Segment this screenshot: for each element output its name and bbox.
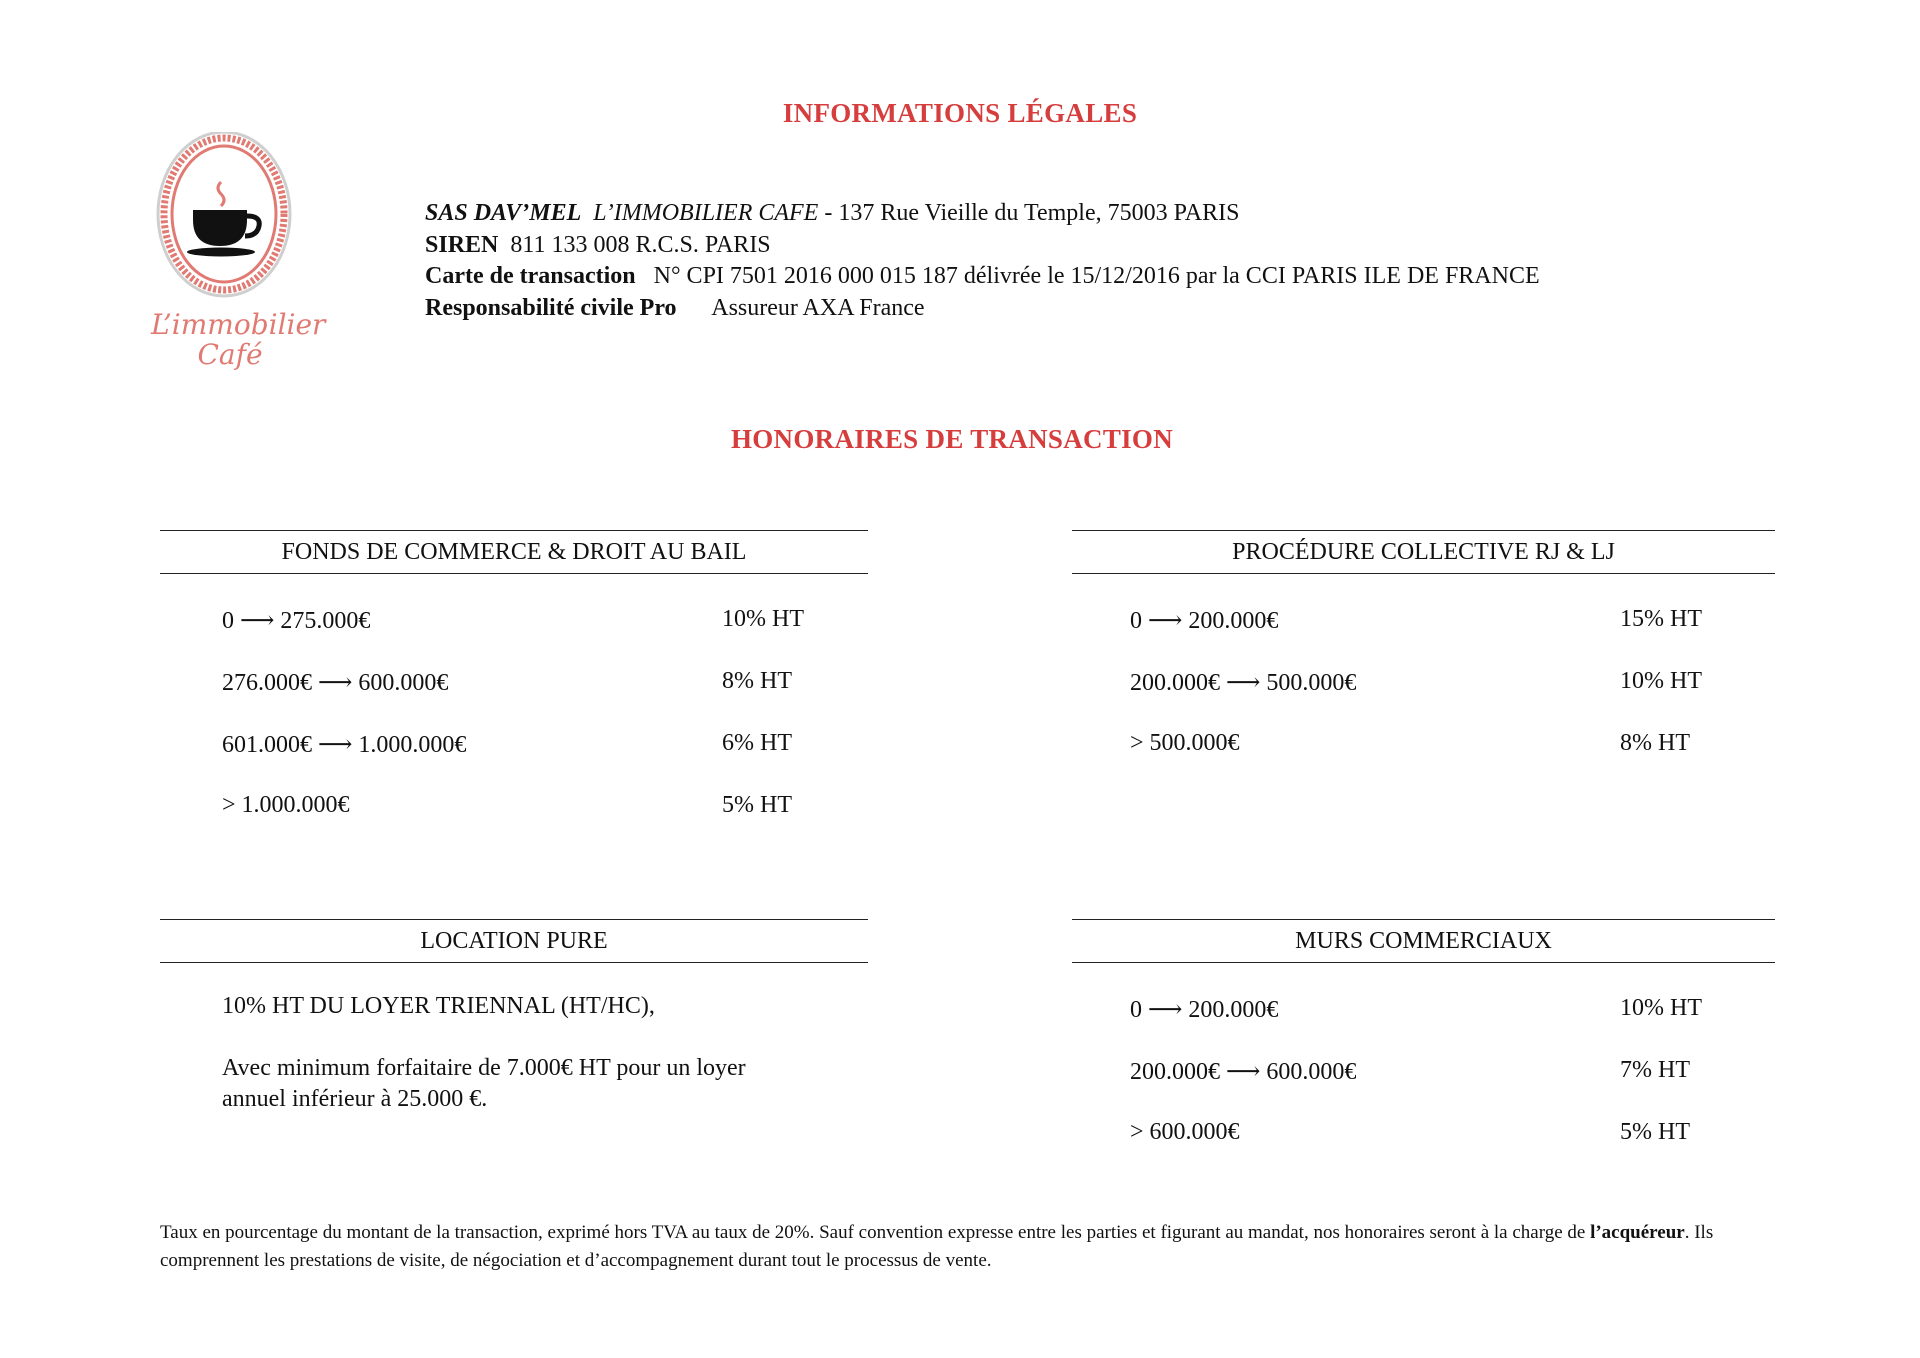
company-brand: L’IMMOBILIER CAFE (593, 200, 819, 226)
fee-range: > 600.000€ (1130, 1119, 1240, 1145)
section-fonds-de-commerce (160, 530, 868, 818)
fee-range: > 1.000.000€ (222, 792, 350, 818)
liability-value: Assureur AXA France (711, 294, 925, 321)
location-rate-text: 10% HT DU LOYER TRIENNAL (HT/HC), (222, 993, 655, 1019)
transaction-fees-title: HONORAIRES DE TRANSACTION (730, 424, 1174, 454)
footnote-payer: l’acquéreur (1590, 1222, 1685, 1243)
fee-range: 200.000€ ⟶ 600.000€ (1130, 1059, 1357, 1085)
liability-line (425, 293, 1540, 325)
section-procedure-collective (1072, 530, 1775, 756)
transaction-card-value: N° CPI 7501 2016 000 015 187 délivrée le 15/12/2016 par la CCI PARIS ILE DE FRANCE (653, 263, 1540, 289)
company-logo (151, 132, 326, 382)
transaction-card-line (425, 261, 1540, 293)
fee-rate: 7% HT (1620, 1057, 1690, 1083)
logo-text-line2: Café (197, 338, 263, 371)
siren-value: 811 133 008 R.C.S. PARIS (510, 231, 771, 258)
section-heading: PROCÉDURE COLLECTIVE RJ & LJ (1072, 530, 1775, 574)
fee-range: 0 ⟶ 275.000€ (222, 608, 371, 634)
section-heading: LOCATION PURE (160, 919, 868, 963)
location-minimum-line1: Avec minimum forfaitaire de 7.000€ HT pour un loyer (222, 1055, 746, 1081)
company-line (425, 198, 1540, 230)
fee-rate: 6% HT (722, 730, 792, 756)
location-minimum-line2: annuel inférieur à 25.000 €. (222, 1086, 488, 1112)
fee-range: 276.000€ ⟶ 600.000€ (222, 670, 449, 696)
company-name: SAS DAV’MEL (425, 200, 582, 226)
fee-rate: 5% HT (1620, 1119, 1690, 1145)
fee-range: > 500.000€ (1130, 730, 1240, 756)
company-address: - 137 Rue Vieille du Temple, 75003 PARIS (824, 200, 1240, 226)
fee-rate: 10% HT (1620, 995, 1702, 1021)
siren-line (425, 230, 1540, 262)
fee-range: 0 ⟶ 200.000€ (1130, 997, 1279, 1023)
fee-rate: 5% HT (722, 792, 792, 818)
logo-text-line1: L’immobilier (151, 308, 326, 341)
fee-rate: 8% HT (722, 668, 792, 694)
legal-info-title: INFORMATIONS LÉGALES (782, 98, 1138, 128)
liability-label: Responsabilité civile Pro (425, 294, 677, 321)
fee-rate: 10% HT (1620, 668, 1702, 694)
siren-label: SIREN (425, 231, 499, 258)
transaction-card-label: Carte de transaction (425, 263, 636, 289)
section-heading: FONDS DE COMMERCE & DROIT AU BAIL (160, 530, 868, 574)
fee-rate: 8% HT (1620, 730, 1690, 756)
footnote (160, 1219, 1780, 1275)
fee-range: 0 ⟶ 200.000€ (1130, 608, 1279, 634)
footnote-text-part2: . Ils comprennent les prestations de visite, de négociation et d’accompagnement durant tout le processus de vente. (160, 1222, 1714, 1271)
section-location-pure (160, 919, 868, 1119)
legal-info-block (425, 198, 1540, 324)
fee-range: 601.000€ ⟶ 1.000.000€ (222, 732, 467, 758)
section-heading: MURS COMMERCIAUX (1072, 919, 1775, 963)
fee-range: 200.000€ ⟶ 500.000€ (1130, 670, 1357, 696)
fee-rate: 10% HT (722, 606, 804, 632)
footnote-text-part1: Taux en pourcentage du montant de la transaction, exprimé hors TVA au taux de 20%. Sauf convention expresse entre les parties et figurant au mandat, nos honoraires seront à la charge de (160, 1222, 1591, 1243)
fee-rate: 15% HT (1620, 606, 1702, 632)
section-murs-commerciaux (1072, 919, 1775, 1145)
